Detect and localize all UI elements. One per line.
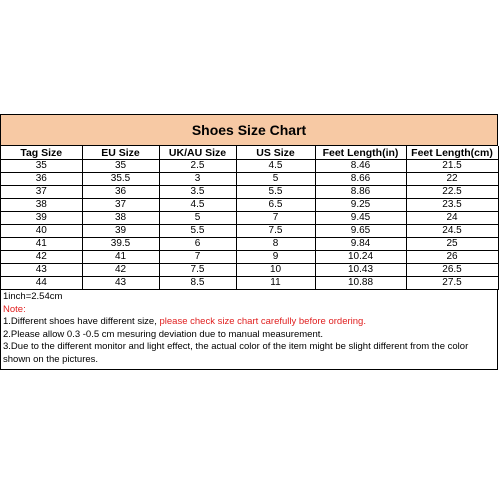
- col-header-uk-au-size: UK/AU Size: [159, 146, 236, 160]
- cell-uk-au-size: 3.5: [159, 186, 236, 199]
- cell-uk-au-size: 8.5: [159, 277, 236, 290]
- cell-uk-au-size: 5: [159, 212, 236, 225]
- size-rows: [1, 160, 498, 290]
- table-row: [1, 186, 498, 199]
- notes-section: [1, 290, 498, 370]
- cell-feet-length-cm: 22.5: [406, 186, 498, 199]
- cell-uk-au-size: 7.5: [159, 264, 236, 277]
- cell-tag-size: 35: [1, 160, 82, 173]
- conversion-note: 1inch=2.54cm: [3, 291, 63, 302]
- table-row: [1, 225, 498, 238]
- cell-uk-au-size: 4.5: [159, 199, 236, 212]
- cell-us-size: 11: [236, 277, 315, 290]
- cell-eu-size: 41: [82, 251, 159, 264]
- cell-feet-length-in: 8.66: [315, 173, 406, 186]
- cell-tag-size: 44: [1, 277, 82, 290]
- chart-title: Shoes Size Chart: [1, 115, 498, 146]
- cell-us-size: 7: [236, 212, 315, 225]
- cell-uk-au-size: 7: [159, 251, 236, 264]
- table-row: [1, 264, 498, 277]
- cell-us-size: 8: [236, 238, 315, 251]
- table-row: [1, 212, 498, 225]
- cell-eu-size: 36: [82, 186, 159, 199]
- cell-feet-length-cm: 23.5: [406, 199, 498, 212]
- header-row: [1, 146, 498, 160]
- cell-tag-size: 37: [1, 186, 82, 199]
- cell-feet-length-cm: 26.5: [406, 264, 498, 277]
- cell-eu-size: 35: [82, 160, 159, 173]
- col-header-tag-size: Tag Size: [1, 146, 82, 160]
- cell-tag-size: 42: [1, 251, 82, 264]
- cell-feet-length-cm: 24.5: [406, 225, 498, 238]
- cell-feet-length-in: 9.25: [315, 199, 406, 212]
- cell-us-size: 9: [236, 251, 315, 264]
- cell-feet-length-in: 8.86: [315, 186, 406, 199]
- table-row: [1, 277, 498, 290]
- size-table: [1, 146, 499, 290]
- cell-feet-length-cm: 26: [406, 251, 498, 264]
- cell-eu-size: 39.5: [82, 238, 159, 251]
- table-row: [1, 160, 498, 173]
- cell-us-size: 10: [236, 264, 315, 277]
- cell-us-size: 6.5: [236, 199, 315, 212]
- cell-uk-au-size: 3: [159, 173, 236, 186]
- cell-eu-size: 38: [82, 212, 159, 225]
- cell-us-size: 4.5: [236, 160, 315, 173]
- cell-feet-length-in: 8.46: [315, 160, 406, 173]
- cell-feet-length-in: 10.43: [315, 264, 406, 277]
- cell-feet-length-in: 10.24: [315, 251, 406, 264]
- table-row: [1, 199, 498, 212]
- cell-eu-size: 43: [82, 277, 159, 290]
- cell-feet-length-cm: 22: [406, 173, 498, 186]
- size-chart-sheet: [0, 114, 498, 370]
- cell-tag-size: 43: [1, 264, 82, 277]
- cell-eu-size: 39: [82, 225, 159, 238]
- cell-tag-size: 39: [1, 212, 82, 225]
- cell-feet-length-in: 9.45: [315, 212, 406, 225]
- cell-tag-size: 36: [1, 173, 82, 186]
- cell-tag-size: 41: [1, 238, 82, 251]
- note-line-3: 3.Due to the different monitor and light effect, the actual color of the item might be slight different from the color shown on the pictures.: [3, 341, 469, 365]
- cell-uk-au-size: 6: [159, 238, 236, 251]
- cell-uk-au-size: 5.5: [159, 225, 236, 238]
- cell-eu-size: 42: [82, 264, 159, 277]
- table-row: [1, 173, 498, 186]
- cell-feet-length-cm: 25: [406, 238, 498, 251]
- cell-eu-size: 35.5: [82, 173, 159, 186]
- table-row: [1, 251, 498, 264]
- cell-feet-length-in: 9.65: [315, 225, 406, 238]
- cell-feet-length-cm: 24: [406, 212, 498, 225]
- cell-tag-size: 40: [1, 225, 82, 238]
- col-header-feet-length-in: Feet Length(in): [315, 146, 406, 160]
- note-line-1-text: 1.Different shoes have different size,: [3, 316, 160, 328]
- cell-feet-length-in: 10.88: [315, 277, 406, 290]
- note-heading: Note:: [3, 303, 26, 315]
- cell-eu-size: 37: [82, 199, 159, 212]
- cell-us-size: 5: [236, 173, 315, 186]
- col-header-feet-length-cm: Feet Length(cm): [406, 146, 498, 160]
- cell-uk-au-size: 2.5: [159, 160, 236, 173]
- cell-tag-size: 38: [1, 199, 82, 212]
- cell-feet-length-in: 9.84: [315, 238, 406, 251]
- cell-feet-length-cm: 27.5: [406, 277, 498, 290]
- note-line-1: [3, 316, 495, 329]
- note-line-2: 2.Please allow 0.3 -0.5 cm mesuring deviation due to manual measurement.: [3, 328, 324, 340]
- col-header-us-size: US Size: [236, 146, 315, 160]
- note-line-1-highlight: please check size chart carefully before ordering.: [159, 316, 366, 328]
- table-row: [1, 238, 498, 251]
- cell-feet-length-cm: 21.5: [406, 160, 498, 173]
- cell-us-size: 7.5: [236, 225, 315, 238]
- cell-us-size: 5.5: [236, 186, 315, 199]
- col-header-eu-size: EU Size: [82, 146, 159, 160]
